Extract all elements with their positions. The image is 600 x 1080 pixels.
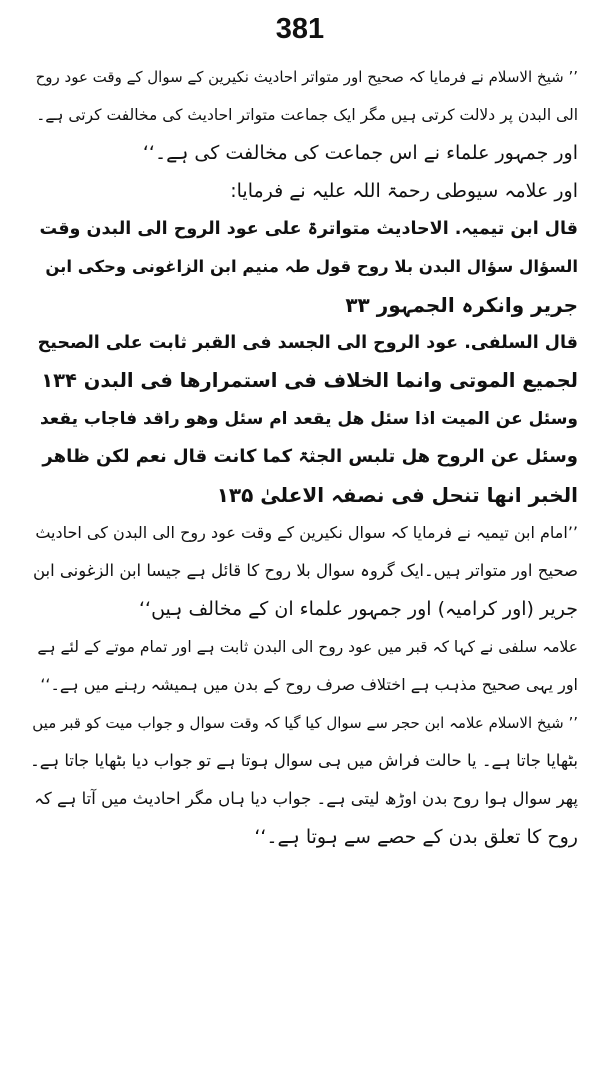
text-line: جریر (اور کرامیہ) اور جمہور علماء ان کے مخالف ہیں‘‘: [139, 598, 578, 620]
arabic-quote-line: قال السلفی. عود الروح الی الجسد فی القبر ثابت علی الصحیح: [37, 333, 578, 353]
page-text: [30, 58, 578, 856]
arabic-quote-line: لجمیع الموتی وانما الخلاف فی استمرارھا فی البدن ۱۳۴: [41, 369, 578, 392]
arabic-quote-line: وسئل عن الروح ھل تلبس الجثۃ کما کانت قال نعم لکن ظاھر: [42, 446, 578, 467]
arabic-quote-line: قال ابن تیمیہ. الاحادیث متواترۃ علی عود الروح الی البدن وقت: [39, 219, 578, 239]
text-line: علامہ سلفی نے کہا کہ قبر میں عود روح الی البدن ثابت ہے اور تمام موتے کے لئے ہے: [37, 638, 578, 656]
arabic-quote-line: الخبر انھا تنحل فی نصفہ الاعلیٰ ۱۳۵: [216, 483, 578, 507]
text-line: بٹھایا جاتا ہے۔ یا حالت فراش میں ہی سوال ہوتا ہے تو جواب دیا بٹھایا جاتا ہے۔: [30, 751, 578, 770]
text-line: ’’امام ابن تیمیہ نے فرمایا کہ سوال نکیرین کے وقت عود روح الی البدن کی احادیث: [35, 523, 578, 542]
text-line: اور جمہور علماء نے اس جماعت کی مخالفت کی ہے۔‘‘: [142, 142, 578, 164]
text-line: صحیح اور متواتر ہیں۔ایک گروہ سوال بلا روح کا قائل ہے جیسا ابن الزغونی ابن: [32, 561, 578, 580]
text-line: پھر سوال ہوا روح بدن اوڑھ لیتی ہے۔ جواب دیا ہاں مگر احادیث میں آتا ہے کہ: [34, 789, 578, 808]
text-line: ’’ شیخ الاسلام نے فرمایا کہ صحیح اور متواتر احادیث نکیرین کے سوال کے وقت عود روح: [35, 68, 578, 86]
arabic-quote-line: السؤال سؤال البدن بلا روح قول طہ منیم ابن الزاغونی وحکی ابن: [45, 257, 578, 276]
page-number: 381: [275, 13, 325, 45]
text-line: اور علامہ سیوطی رحمۃ اللہ علیہ نے فرمایا:: [230, 180, 578, 202]
text-line: ’’ شیخ الاسلام علامہ ابن حجر سے سوال کیا گیا کہ وقت سوال و جواب میت کو قبر میں: [32, 714, 578, 732]
text-line: الی البدن پر دلالت کرتی ہیں مگر ایک جماعت متواتر احادیث کی مخالفت کرتی ہے۔: [36, 106, 578, 124]
arabic-quote-line: جریر وانکرہ الجمہور ۳۳: [345, 293, 578, 317]
arabic-quote-line: وسئل عن المیت اذا سئل ھل یقعد ام سئل وھو راقد فاجاب یقعد: [39, 409, 578, 429]
text-line: اور یہی صحیح مذہب ہے اختلاف صرف روح کے بدن میں ہمیشہ رہنے میں ہے۔‘‘: [40, 675, 578, 694]
text-line: روح کا تعلق بدن کے حصے سے ہوتا ہے۔‘‘: [254, 826, 578, 848]
